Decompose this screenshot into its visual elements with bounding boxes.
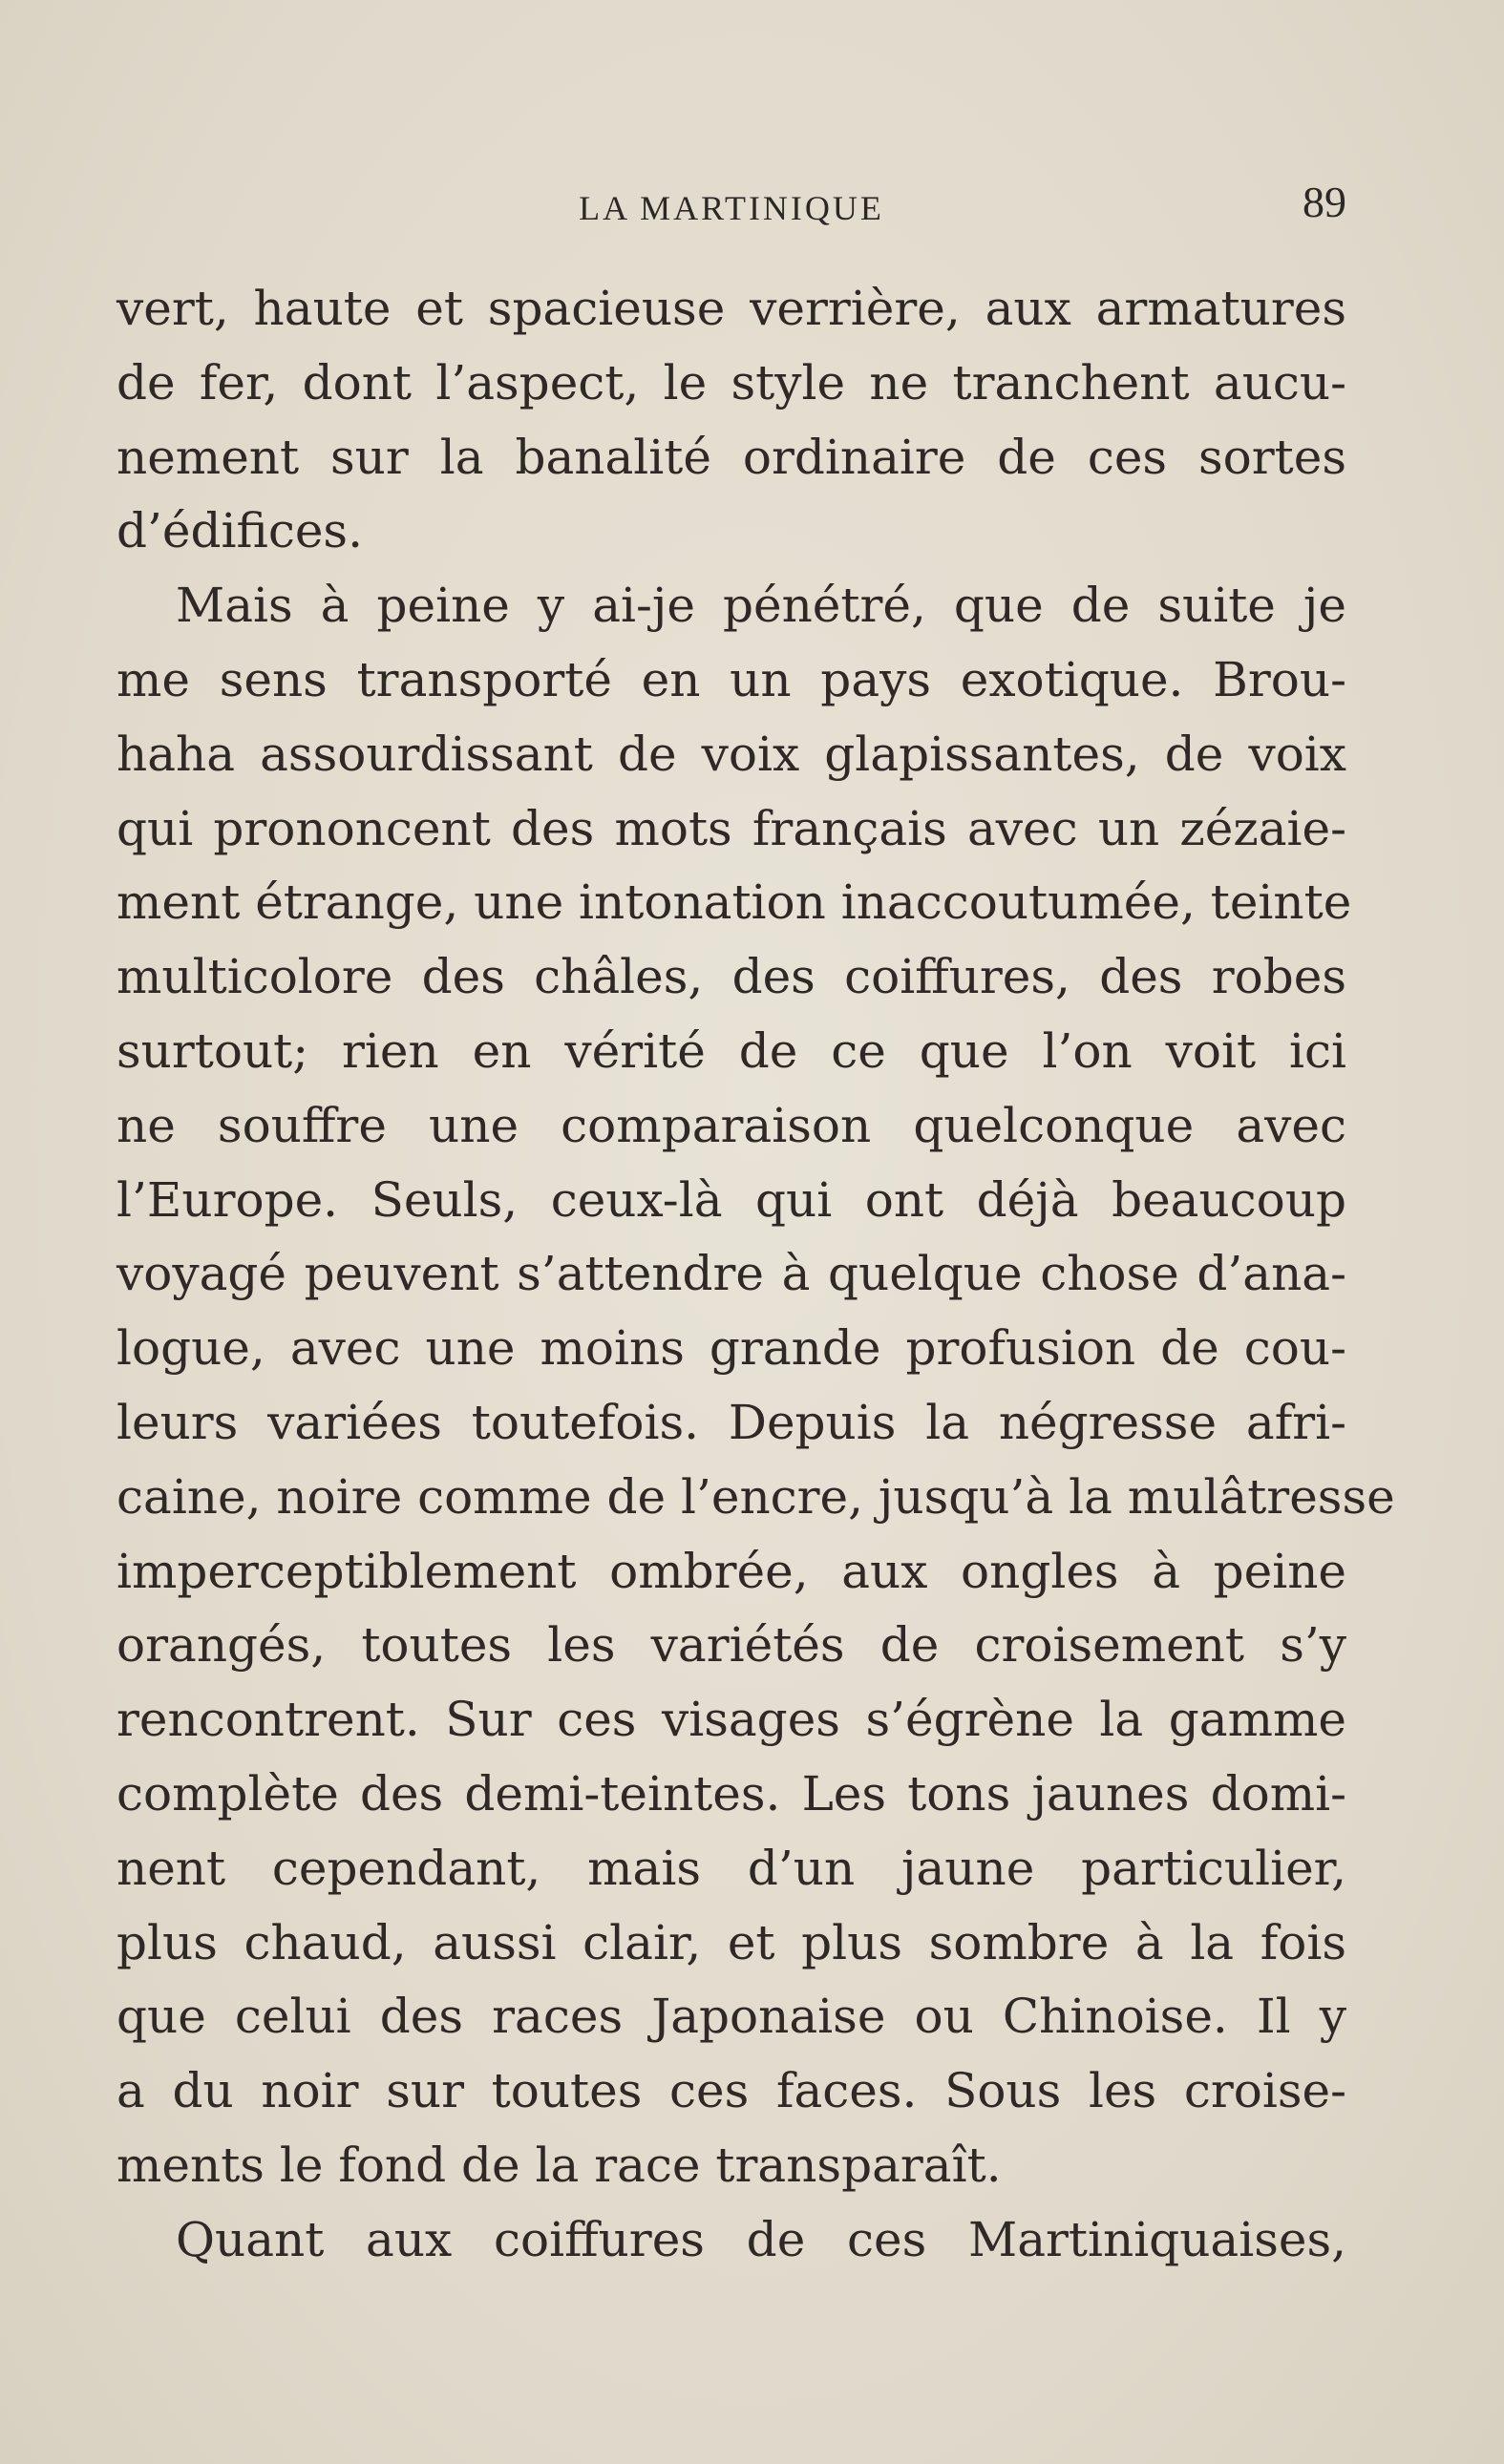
chapter-title: LA MARTINIQUE: [579, 189, 884, 227]
text-line: ne souffre une comparaison quelconque avec: [117, 1097, 1346, 1153]
text-line: me sens transporté en un pays exotique. Brou-: [117, 651, 1346, 707]
running-head: [117, 177, 1346, 234]
text-line: voyagé peuvent s’attendre à quelque chose d’ana-: [117, 1246, 1346, 1302]
text-line: nent cependant, mais d’un jaune particulier,: [117, 1840, 1346, 1896]
text-line: orangés, toutes les variétés de croisement s’y: [117, 1617, 1346, 1674]
text-line: l’Europe. Seuls, ceux-là qui ont déjà beaucoup: [117, 1171, 1346, 1228]
text-line: complète des demi-teintes. Les tons jaunes domi-: [117, 1765, 1346, 1822]
page-number: 89: [1303, 178, 1346, 226]
text-line: Mais à peine y ai-je pénétré, que de suite je: [176, 578, 1346, 634]
body-text: [117, 272, 1395, 2278]
text-line: de fer, dont l’aspect, le style ne tranchent aucu-: [117, 354, 1346, 411]
text-line: plus chaud, aussi clair, et plus sombre à la fois: [117, 1914, 1346, 1970]
text-line: surtout; rien en vérité de ce que l’on voit ici: [117, 1022, 1346, 1079]
text-line: que celui des races Japonaise ou Chinoise. Il y: [117, 1989, 1346, 2045]
text-line: nement sur la banalité ordinaire de ces sortes: [117, 429, 1346, 485]
text-line: ment étrange, une intonation inaccoutumée, teinte: [117, 874, 1352, 931]
text-line: leurs variées toutefois. Depuis la négresse afri-: [117, 1394, 1346, 1450]
text-line: qui prononcent des mots français avec un zézaie-: [117, 800, 1346, 856]
text-line: multicolore des châles, des coiffures, des robes: [117, 949, 1346, 1005]
text-line: d’édifices.: [117, 503, 363, 559]
text-line: caine, noire comme de l’encre, jusqu’à la mulâtresse: [117, 1468, 1395, 1525]
text-line: rencontrent. Sur ces visages s’égrène la gamme: [117, 1692, 1346, 1748]
text-line: a du noir sur toutes ces faces. Sous les croise-: [117, 2063, 1346, 2119]
text-line: Quant aux coiffures de ces Martiniquaises,: [176, 2211, 1346, 2267]
text-line: logue, avec une moins grande profusion de cou-: [117, 1320, 1346, 1377]
text-line: imperceptiblement ombrée, aux ongles à peine: [117, 1543, 1346, 1599]
text-line: vert, haute et spacieuse verrière, aux armatures: [117, 281, 1346, 336]
text-line: haha assourdissant de voix glapissantes, de voix: [117, 726, 1346, 782]
text-line: ments le fond de la race transparaît.: [117, 2137, 1002, 2193]
